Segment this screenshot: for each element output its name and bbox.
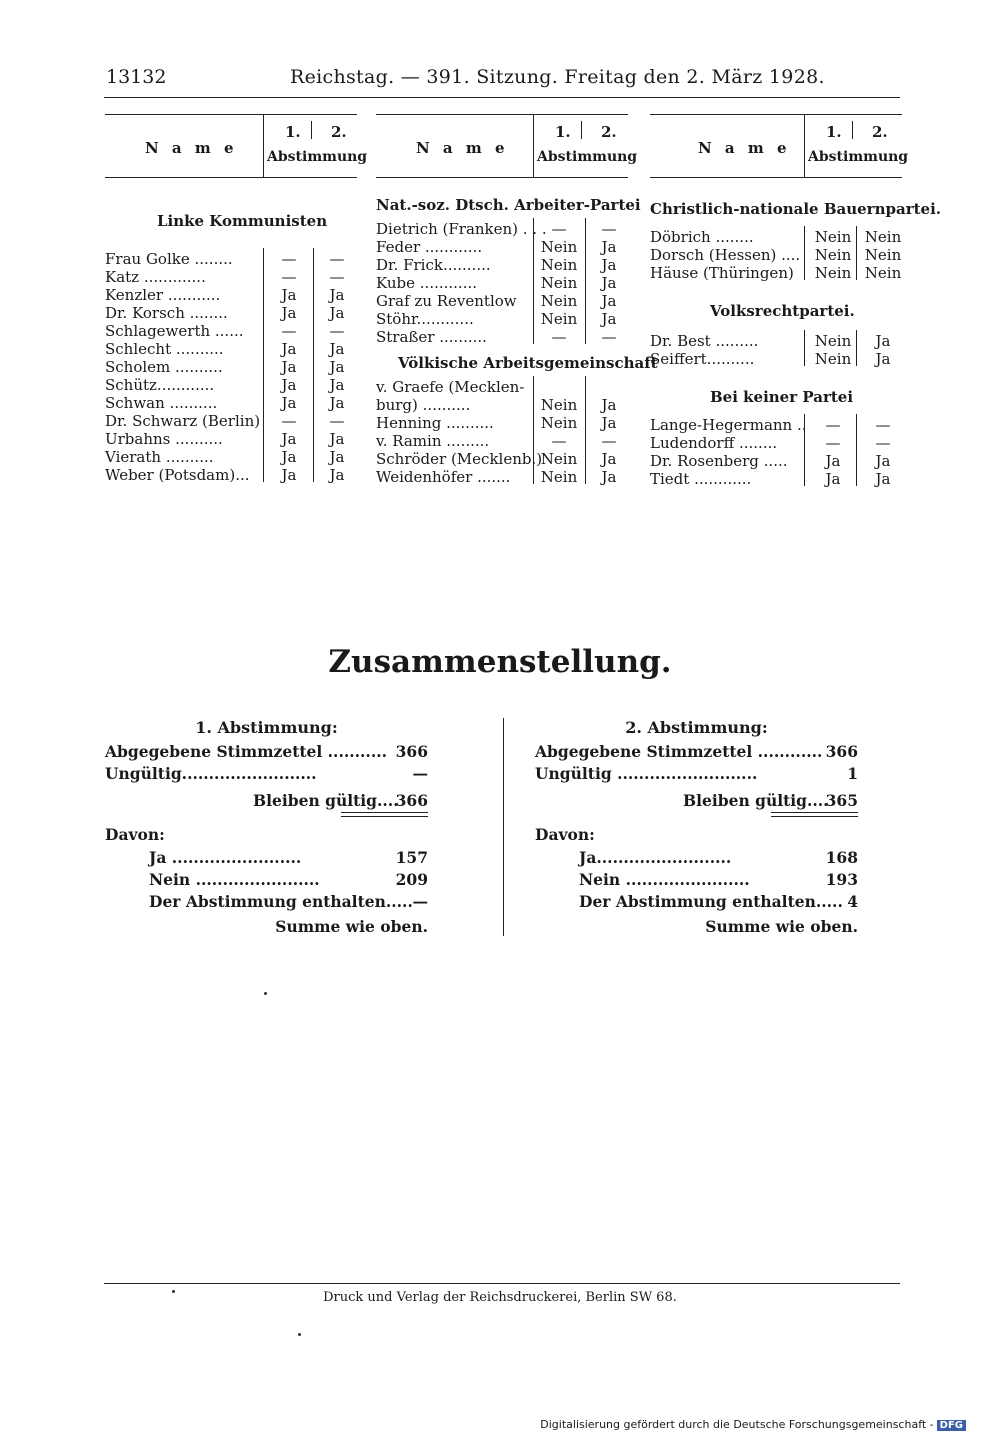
vote-1: Ja	[281, 340, 297, 358]
column-rule	[533, 376, 534, 484]
table-row	[105, 412, 357, 430]
vote-1: —	[825, 434, 841, 452]
table-column-2	[376, 114, 658, 486]
table-row	[376, 292, 628, 310]
vote-2: Ja	[601, 274, 617, 292]
vote-2: —	[601, 432, 617, 450]
vote-2: Ja	[329, 466, 345, 484]
member-name: Schröder (Mecklenb.)	[376, 450, 543, 468]
row-value: 209	[395, 870, 428, 889]
table-row	[105, 268, 357, 286]
row-label: Ungültig.........................	[105, 764, 317, 783]
header-divider	[533, 115, 534, 177]
member-name: Vierath ..........	[105, 448, 214, 466]
member-name: Schütz............	[105, 376, 215, 394]
vote1-header: 1.	[285, 123, 301, 141]
table-row	[650, 228, 902, 246]
row-value: 365	[825, 791, 858, 810]
abstimmung-header: Abstimmung	[808, 149, 909, 165]
column-rule	[804, 226, 805, 280]
member-name: Dr. Korsch ........	[105, 304, 228, 322]
table-row	[105, 304, 357, 322]
vote-2: —	[329, 250, 345, 268]
bleiben-row	[683, 791, 858, 811]
member-name: v. Graefe (Mecklen-	[376, 378, 525, 396]
vote-1: Nein	[814, 264, 852, 282]
vote1-header: 1.	[555, 123, 571, 141]
row-value: 193	[825, 870, 858, 889]
table-row	[105, 466, 357, 484]
row-label: Bleiben gültig....	[253, 791, 399, 810]
vote-2: Ja	[329, 430, 345, 448]
table-row	[650, 416, 902, 434]
vote-2: Nein	[864, 246, 902, 264]
vote-1: Ja	[281, 376, 297, 394]
vote-2: Ja	[875, 332, 891, 350]
member-name: Häuse (Thüringen)	[650, 264, 794, 282]
vote-1: —	[281, 322, 297, 340]
name-header: N a m e	[416, 139, 509, 157]
vote-separator	[852, 121, 853, 139]
member-name: Scholem ..........	[105, 358, 223, 376]
table-row	[650, 470, 902, 488]
table-row	[376, 414, 628, 432]
column-rule	[585, 218, 586, 344]
vote-1: Ja	[281, 358, 297, 376]
party-heading: Volksrechtpartei.	[710, 302, 855, 320]
vote-1: Ja	[281, 466, 297, 484]
row-label: Ungültig ..........................	[535, 764, 758, 783]
abstimmung-header: Abstimmung	[537, 149, 638, 165]
vote2-header: 2.	[601, 123, 617, 141]
vote-2: —	[329, 322, 345, 340]
vote-2: Ja	[329, 304, 345, 322]
vote-1: Ja	[281, 394, 297, 412]
party-heading: Christlich-nationale Bauernpartei.	[650, 200, 941, 218]
row-label: Bleiben gültig....	[683, 791, 829, 810]
member-name: Schlecht ..........	[105, 340, 224, 358]
vote-2: —	[601, 328, 617, 346]
vote-1: —	[551, 432, 567, 450]
row-value: —	[412, 892, 428, 911]
summary-title: Zusammenstellung.	[328, 644, 672, 680]
member-name: Dietrich (Franken) . . .	[376, 220, 547, 238]
party-heading: Linke Kommunisten	[157, 212, 328, 230]
abstimmung-title: 1. Abstimmung:	[195, 718, 338, 737]
member-name: Dr. Rosenberg .....	[650, 452, 788, 470]
member-name: Schlagewerth ......	[105, 322, 244, 340]
vote-1: Nein	[540, 274, 578, 292]
table-column-1	[105, 114, 368, 484]
member-name: Ludendorff ........	[650, 434, 778, 452]
vote-2: —	[875, 434, 891, 452]
member-name: Henning ..........	[376, 414, 494, 432]
vote-2: Nein	[864, 264, 902, 282]
table-row	[650, 434, 902, 452]
vote-2: Ja	[601, 468, 617, 486]
party-heading: Bei keiner Partei	[710, 388, 854, 406]
party-heading: Nat.-soz. Dtsch. Arbeiter-Partei	[376, 196, 641, 214]
table-column-3	[650, 114, 941, 488]
row-value: 366	[395, 742, 428, 761]
vote-1: —	[551, 328, 567, 346]
nein-row	[149, 870, 428, 890]
ja-row	[149, 848, 428, 868]
vote-1: —	[281, 250, 297, 268]
speck	[298, 1333, 301, 1336]
dfg-notice	[540, 1418, 966, 1431]
vote-1: Nein	[540, 450, 578, 468]
bleiben-row	[253, 791, 428, 811]
dfg-logo: DFG	[937, 1420, 966, 1431]
table-row	[650, 452, 902, 470]
member-name: Dr. Schwarz (Berlin)	[105, 412, 261, 430]
row-label: Der Abstimmung enthalten.....	[579, 892, 843, 911]
member-name: Weber (Potsdam)...	[105, 466, 250, 484]
member-name: Kenzler ...........	[105, 286, 221, 304]
vote-2: Ja	[329, 286, 345, 304]
vote-1: Ja	[281, 430, 297, 448]
vote1-header: 1.	[826, 123, 842, 141]
name-header: N a m e	[698, 139, 791, 157]
vote-2: Ja	[875, 452, 891, 470]
table-row	[376, 450, 628, 468]
row-value: 168	[825, 848, 858, 867]
column-rule	[856, 330, 857, 366]
summary-divider	[503, 718, 504, 936]
member-name: Dorsch (Hessen) ....	[650, 246, 801, 264]
speck	[172, 1290, 175, 1293]
member-name: Stöhr............	[376, 310, 474, 328]
table-row	[105, 448, 357, 466]
vote-2: Ja	[875, 350, 891, 368]
vote-1: Nein	[814, 246, 852, 264]
table-row	[376, 396, 628, 414]
table-row	[376, 274, 628, 292]
table-row	[376, 378, 628, 396]
vote-1: —	[281, 268, 297, 286]
table-row	[105, 286, 357, 304]
vote-2: Ja	[601, 450, 617, 468]
table-row	[650, 264, 902, 282]
row-value: 366	[395, 791, 428, 810]
table-row	[376, 432, 628, 450]
vote-2: —	[329, 412, 345, 430]
vote-1: Nein	[540, 238, 578, 256]
abstimmung-title: 2. Abstimmung:	[625, 718, 768, 737]
table-row	[650, 246, 902, 264]
vote-2: Nein	[864, 228, 902, 246]
abgegebene-row	[535, 742, 858, 762]
row-value: —	[412, 764, 428, 783]
running-header: Reichstag. — 391. Sitzung. Freitag den 2. März 1928.	[290, 66, 825, 88]
vote-1: Ja	[825, 470, 841, 488]
row-label: Nein .......................	[149, 870, 320, 889]
enthalten-row	[149, 892, 428, 912]
vote-2: Ja	[601, 310, 617, 328]
table-row	[376, 238, 628, 256]
table-header	[105, 114, 368, 178]
row-value: 366	[825, 742, 858, 761]
row-label: Davon:	[105, 825, 165, 844]
vote-2: Ja	[601, 396, 617, 414]
vote-1: Nein	[540, 468, 578, 486]
name-header: N a m e	[145, 139, 238, 157]
table-row	[105, 376, 357, 394]
member-name: v. Ramin .........	[376, 432, 490, 450]
member-name: Weidenhöfer .......	[376, 468, 511, 486]
table-row	[105, 358, 357, 376]
vote-1: Nein	[814, 350, 852, 368]
vote-1: Nein	[540, 414, 578, 432]
table-row	[105, 430, 357, 448]
vote-2: Ja	[601, 256, 617, 274]
row-label: Ja ........................	[149, 848, 302, 867]
vote-2: —	[601, 220, 617, 238]
vote-2: Ja	[329, 358, 345, 376]
member-name: Katz .............	[105, 268, 206, 286]
column-rule	[313, 248, 314, 482]
ungueltig-row	[535, 764, 858, 784]
vote2-header: 2.	[331, 123, 347, 141]
row-label: Der Abstimmung enthalten.....	[149, 892, 413, 911]
row-label: Abgegebene Stimmzettel ...........	[105, 742, 388, 761]
member-name: Kube ............	[376, 274, 478, 292]
member-name: Graf zu Reventlow	[376, 292, 517, 310]
vote-2: —	[329, 268, 345, 286]
row-value: 157	[395, 848, 428, 867]
member-name: Schwan ..........	[105, 394, 218, 412]
table-row	[105, 394, 357, 412]
table-row	[376, 468, 628, 486]
vote-2: Ja	[329, 448, 345, 466]
table-row	[650, 350, 902, 368]
vote-1: Ja	[281, 304, 297, 322]
vote-separator	[311, 121, 312, 139]
vote-2: Ja	[601, 414, 617, 432]
table-header	[376, 114, 638, 178]
vote-2: Ja	[875, 470, 891, 488]
member-name: Dr. Frick..........	[376, 256, 491, 274]
member-name: Urbahns ..........	[105, 430, 223, 448]
vote-2: Ja	[329, 394, 345, 412]
header-divider	[804, 115, 805, 177]
vote-2: Ja	[329, 340, 345, 358]
nein-row	[579, 870, 858, 890]
member-name: Seiffert..........	[650, 350, 755, 368]
vote-1: Ja	[825, 452, 841, 470]
member-name: Dr. Best .........	[650, 332, 759, 350]
header-rule	[104, 97, 900, 98]
page-number: 13132	[106, 66, 167, 88]
imprint: Druck und Verlag der Reichsdruckerei, Berlin SW 68.	[323, 1290, 677, 1305]
ungueltig-row	[105, 764, 428, 784]
row-value: 4	[847, 892, 858, 911]
table-header	[650, 114, 909, 178]
vote-1: Nein	[814, 332, 852, 350]
vote-1: Ja	[281, 448, 297, 466]
vote-1: Nein	[540, 310, 578, 328]
table-row	[376, 220, 628, 238]
dfg-text: Digitalisierung gefördert durch die Deutsche Forschungsgemeinschaft -	[540, 1418, 934, 1431]
member-name: Feder ............	[376, 238, 483, 256]
double-rule	[771, 812, 858, 817]
header-divider	[263, 115, 264, 177]
row-label: Nein .......................	[579, 870, 750, 889]
column-rule	[804, 414, 805, 486]
summe-row: Summe wie oben.	[705, 917, 858, 936]
summe-row: Summe wie oben.	[275, 917, 428, 936]
vote-1: Nein	[814, 228, 852, 246]
ja-row	[579, 848, 858, 868]
column-rule	[585, 376, 586, 484]
column-rule	[263, 248, 264, 482]
table-row	[650, 332, 902, 350]
speck	[264, 992, 267, 995]
member-name: Frau Golke ........	[105, 250, 233, 268]
footer-rule	[104, 1283, 900, 1284]
vote-1: Ja	[281, 286, 297, 304]
column-rule	[804, 330, 805, 366]
vote-1: Nein	[540, 292, 578, 310]
vote-2: Ja	[601, 292, 617, 310]
vote-2: —	[875, 416, 891, 434]
member-name: Döbrich ........	[650, 228, 754, 246]
vote-1: —	[281, 412, 297, 430]
member-name: Straßer ..........	[376, 328, 487, 346]
vote-2: Ja	[601, 238, 617, 256]
enthalten-row	[579, 892, 858, 912]
table-row	[376, 256, 628, 274]
double-rule	[341, 812, 428, 817]
row-label: Abgegebene Stimmzettel ............	[535, 742, 823, 761]
davon-row	[535, 825, 858, 845]
abgegebene-row	[105, 742, 428, 762]
column-rule	[856, 226, 857, 280]
abstimmung-header: Abstimmung	[267, 149, 368, 165]
member-name: burg) ..........	[376, 396, 471, 414]
column-rule	[856, 414, 857, 486]
vote-1: Nein	[540, 256, 578, 274]
table-row	[105, 340, 357, 358]
table-row	[376, 310, 628, 328]
row-label: Davon:	[535, 825, 595, 844]
table-row	[105, 250, 357, 268]
vote-1: —	[825, 416, 841, 434]
member-name: Lange-Hegermann ..	[650, 416, 807, 434]
table-row	[376, 328, 628, 346]
vote2-header: 2.	[872, 123, 888, 141]
member-name: Tiedt ............	[650, 470, 752, 488]
vote-1: Nein	[540, 396, 578, 414]
vote-2: Ja	[329, 376, 345, 394]
row-label: Ja.........................	[579, 848, 732, 867]
vote-separator	[581, 121, 582, 139]
party-heading: Völkische Arbeitsgemeinschaft	[398, 354, 658, 372]
table-row	[105, 322, 357, 340]
row-value: 1	[847, 764, 858, 783]
column-rule	[533, 218, 534, 344]
davon-row	[105, 825, 428, 845]
vote-1: —	[551, 220, 567, 238]
